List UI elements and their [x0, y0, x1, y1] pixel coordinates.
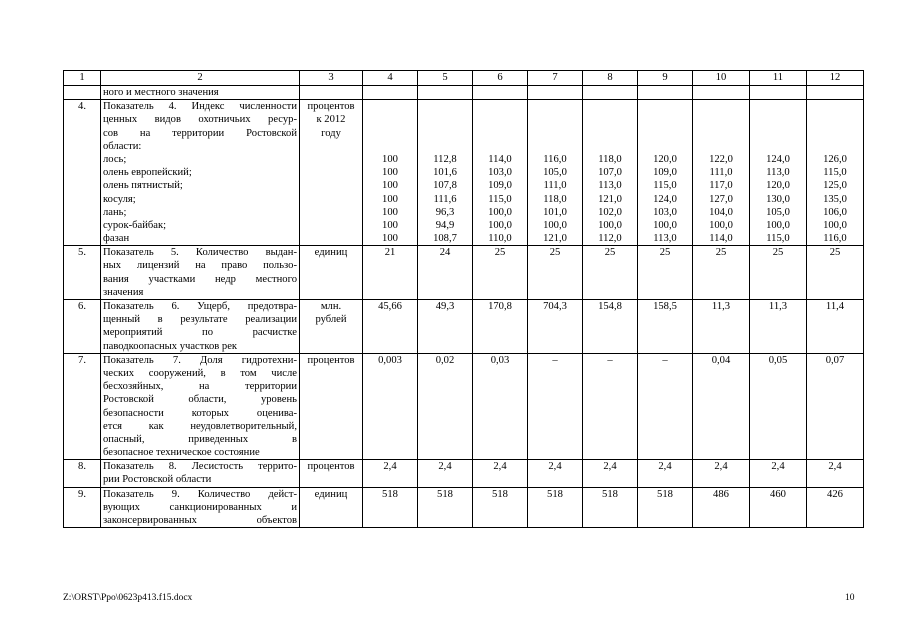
- header-row: [64, 71, 864, 86]
- row-description: Показатель 5. Количество выдан- ных лицензий на право пользо- вания участками недр местного значения: [101, 246, 300, 300]
- value-cell: 105,0: [766, 206, 790, 218]
- value-cell: 127,0: [709, 193, 733, 205]
- header-cell: 1: [64, 71, 101, 86]
- header-cell: 8: [583, 71, 638, 86]
- value-column: [473, 100, 528, 246]
- header-cell: 12: [807, 71, 864, 86]
- row-description: Показатель 7. Доля гидротехни- ческих сооружений, в том числе бесхозяйных, на территории Ростовской области, уровень безопасности которых оценива- ется как неудовлетворительный, опасный, приведенных в безопасное техническое состояние: [101, 353, 300, 460]
- value-cell: 114,0: [488, 153, 512, 165]
- value-cell: 111,0: [543, 180, 567, 192]
- value-cell: 110,0: [488, 233, 512, 245]
- value-cell: 113,0: [653, 233, 677, 245]
- value-cell: 49,3: [418, 300, 473, 354]
- document-path: Z:\ORST\Ppo\0623p413.f15.docx: [63, 593, 193, 603]
- value-cell: 45,66: [363, 300, 418, 354]
- species-name: олень европейский;: [103, 167, 192, 179]
- value-cell: 518: [528, 487, 583, 528]
- table-row-continuation: [64, 86, 864, 100]
- value-cell: 121,0: [543, 233, 567, 245]
- value-cell: 108,7: [433, 233, 457, 245]
- indicators-table: [63, 70, 864, 528]
- species-name: лось;: [103, 153, 127, 165]
- value-cell: 2,4: [473, 460, 528, 487]
- row-number: 9.: [64, 487, 101, 528]
- value-cell: 124,0: [766, 153, 790, 165]
- row-number: 7.: [64, 353, 101, 460]
- value-cell: 0,003: [363, 353, 418, 460]
- value-cell: 118,0: [543, 193, 567, 205]
- row-text: ного и местного значения: [103, 87, 219, 98]
- value-cell: 486: [693, 487, 750, 528]
- value-cell: 100,0: [488, 219, 512, 231]
- row-description: Показатель 6. Ущерб, предотвра- щенный в результате реализации мероприятий по расчистке паводкоопасных участков рек: [101, 300, 300, 354]
- value-cell: 100,0: [653, 219, 677, 231]
- table-row-indicator-4: [64, 100, 864, 246]
- value-cell: 114,0: [709, 233, 733, 245]
- value-cell: 25: [583, 246, 638, 300]
- value-cell: 101,0: [543, 206, 567, 218]
- value-cell: 21: [363, 246, 418, 300]
- value-cell: 106,0: [823, 206, 847, 218]
- header-cell: 5: [418, 71, 473, 86]
- value-cell: 25: [473, 246, 528, 300]
- value-cell: 426: [807, 487, 864, 528]
- header-cell: 10: [693, 71, 750, 86]
- value-cell: 24: [418, 246, 473, 300]
- value-cell: 116,0: [823, 233, 847, 245]
- value-column: [807, 100, 864, 246]
- value-cell: 2,4: [638, 460, 693, 487]
- value-cell: 120,0: [766, 180, 790, 192]
- table-row-indicator-9: [64, 487, 864, 528]
- value-cell: 120,0: [653, 153, 677, 165]
- value-cell: 11,4: [807, 300, 864, 354]
- header-cell: 6: [473, 71, 528, 86]
- row-unit: процентов: [300, 353, 363, 460]
- value-cell: 100,0: [543, 219, 567, 231]
- value-cell: 100,0: [709, 219, 733, 231]
- value-cell: 25: [807, 246, 864, 300]
- header-cell: 4: [363, 71, 418, 86]
- value-cell: 101,6: [433, 167, 457, 179]
- value-cell: 130,0: [766, 193, 790, 205]
- value-cell: 115,0: [488, 193, 512, 205]
- value-cell: –: [638, 353, 693, 460]
- value-cell: 2,4: [418, 460, 473, 487]
- value-cell: 460: [750, 487, 807, 528]
- value-cell: 96,3: [435, 206, 455, 218]
- value-cell: 100: [382, 180, 398, 192]
- value-cell: 111,6: [433, 193, 457, 205]
- value-column: [528, 100, 583, 246]
- value-cell: 94,9: [435, 219, 455, 231]
- value-cell: 2,4: [528, 460, 583, 487]
- header-cell: 11: [750, 71, 807, 86]
- value-cell: 2,4: [750, 460, 807, 487]
- value-cell: 25: [750, 246, 807, 300]
- header-cell: 9: [638, 71, 693, 86]
- value-cell: 112,0: [598, 233, 622, 245]
- value-cell: 109,0: [488, 180, 512, 192]
- value-column: [583, 100, 638, 246]
- value-cell: 113,0: [598, 180, 622, 192]
- row-description: Показатель 4. Индекс численности ценных видов охотничьих ресур- сов на территории Ростовской области: лось; олень европейский; олень пятнистый; косуля; лань; сурок-байбак; фазан: [101, 100, 300, 246]
- value-cell: 109,0: [653, 167, 677, 179]
- value-cell: 2,4: [693, 460, 750, 487]
- header-cell: 3: [300, 71, 363, 86]
- value-cell: 25: [638, 246, 693, 300]
- value-cell: 0,05: [750, 353, 807, 460]
- species-name: косуля;: [103, 193, 136, 205]
- row-unit: млн. рублей: [300, 300, 363, 354]
- row-number: 6.: [64, 300, 101, 354]
- value-cell: 25: [693, 246, 750, 300]
- row-description: Показатель 8. Лесистость террито- рии Ростовской области: [101, 460, 300, 487]
- header-cell: 2: [101, 71, 300, 86]
- value-cell: 0,04: [693, 353, 750, 460]
- value-cell: 2,4: [807, 460, 864, 487]
- value-cell: 117,0: [709, 180, 733, 192]
- value-column: [750, 100, 807, 246]
- header-cell: 7: [528, 71, 583, 86]
- value-column: [363, 100, 418, 246]
- value-cell: 126,0: [823, 153, 847, 165]
- value-column: [418, 100, 473, 246]
- value-cell: 135,0: [823, 193, 847, 205]
- value-cell: 107,8: [433, 180, 457, 192]
- value-cell: 121,0: [598, 193, 622, 205]
- row-number: 5.: [64, 246, 101, 300]
- value-cell: 100: [382, 193, 398, 205]
- value-cell: 118,0: [598, 153, 622, 165]
- value-cell: 107,0: [598, 167, 622, 179]
- species-name: олень пятнистый;: [103, 180, 183, 192]
- species-name: лань;: [103, 206, 127, 218]
- value-cell: 124,0: [653, 193, 677, 205]
- value-cell: 0,02: [418, 353, 473, 460]
- value-cell: 518: [638, 487, 693, 528]
- value-cell: 100,0: [766, 219, 790, 231]
- value-cell: 100: [382, 167, 398, 179]
- value-cell: 11,3: [750, 300, 807, 354]
- value-cell: 112,8: [433, 153, 457, 165]
- value-cell: 103,0: [653, 206, 677, 218]
- value-cell: 103,0: [488, 167, 512, 179]
- row-number: 8.: [64, 460, 101, 487]
- value-cell: 2,4: [363, 460, 418, 487]
- value-cell: 125,0: [823, 180, 847, 192]
- row-description: Показатель 9. Количество дейст- вующих санкционированных и законсервированных объектов: [101, 487, 300, 528]
- value-cell: 704,3: [528, 300, 583, 354]
- value-cell: 100: [382, 219, 398, 231]
- value-cell: 100: [382, 153, 398, 165]
- value-cell: 2,4: [583, 460, 638, 487]
- value-cell: 518: [583, 487, 638, 528]
- value-cell: 115,0: [823, 167, 847, 179]
- value-cell: 518: [473, 487, 528, 528]
- value-cell: –: [528, 353, 583, 460]
- value-cell: 105,0: [543, 167, 567, 179]
- row-unit: единиц: [300, 246, 363, 300]
- table-row-indicator-6: [64, 300, 864, 354]
- value-cell: 0,03: [473, 353, 528, 460]
- value-cell: 158,5: [638, 300, 693, 354]
- table-row-indicator-8: [64, 460, 864, 487]
- value-cell: 518: [363, 487, 418, 528]
- value-cell: 115,0: [766, 233, 790, 245]
- value-cell: 100,0: [488, 206, 512, 218]
- value-cell: 113,0: [766, 167, 790, 179]
- value-cell: 104,0: [709, 206, 733, 218]
- row-unit: процентов: [300, 460, 363, 487]
- species-name: сурок-байбак;: [103, 219, 167, 231]
- value-column: [693, 100, 750, 246]
- value-cell: 102,0: [598, 206, 622, 218]
- value-cell: 25: [528, 246, 583, 300]
- value-column: [638, 100, 693, 246]
- value-cell: 116,0: [543, 153, 567, 165]
- page-number: 10: [845, 593, 855, 603]
- value-cell: 122,0: [709, 153, 733, 165]
- value-cell: –: [583, 353, 638, 460]
- row-number: 4.: [64, 100, 101, 246]
- value-cell: 170,8: [473, 300, 528, 354]
- species-name: фазан: [103, 233, 130, 245]
- table-row-indicator-5: [64, 246, 864, 300]
- value-cell: 154,8: [583, 300, 638, 354]
- value-cell: 11,3: [693, 300, 750, 354]
- value-cell: 0,07: [807, 353, 864, 460]
- value-cell: 111,0: [709, 167, 733, 179]
- value-cell: 518: [418, 487, 473, 528]
- row-unit: единиц: [300, 487, 363, 528]
- value-cell: 100: [382, 206, 398, 218]
- table-row-indicator-7: [64, 353, 864, 460]
- value-cell: 115,0: [653, 180, 677, 192]
- value-cell: 100,0: [823, 219, 847, 231]
- value-cell: 100: [382, 233, 398, 245]
- row-unit: процентов к 2012 году: [300, 100, 363, 246]
- value-cell: 100,0: [598, 219, 622, 231]
